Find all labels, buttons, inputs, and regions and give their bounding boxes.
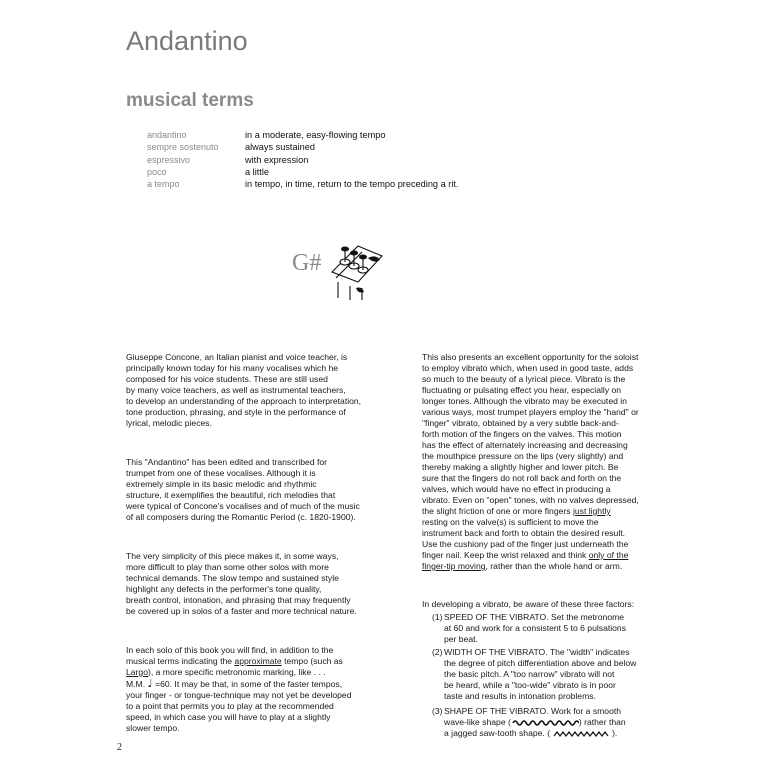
intro-paragraph xyxy=(126,352,361,429)
text-line: SPEED OF THE VIBRATO. Set the metronome xyxy=(444,612,625,622)
simplicity-paragraph xyxy=(126,551,357,617)
term-name: espressivo xyxy=(147,154,191,165)
vibrato-paragraph xyxy=(422,352,639,572)
term-row xyxy=(147,166,567,178)
note-name: G# xyxy=(292,250,322,276)
text-line: has the effect of alternately increasing and decreasing xyxy=(422,440,628,450)
text-line: lyrical, melodic pieces. xyxy=(126,418,212,428)
text-line: fluctuating or pulsating effect you hear, especially on xyxy=(422,385,622,395)
term-row xyxy=(147,141,567,153)
text-line: extremely simple in its basic melodic and rhythmic xyxy=(126,479,317,489)
text-line: your finger - or tongue-technique may not yet be developed xyxy=(126,690,352,700)
text-line: the slight friction of one or more fingers just lightly xyxy=(422,506,611,516)
text-line: "finger" vibrato, obtained by a very subtle back-and- xyxy=(422,418,619,428)
term-definition: always sustained xyxy=(245,142,315,153)
text-line: SHAPE OF THE VIBRATO. Work for a smooth xyxy=(444,706,622,716)
tempo-paragraph xyxy=(126,645,352,734)
musical-terms-list xyxy=(147,129,567,190)
text-line: the basic pitch. A "too narrow" vibrato will not xyxy=(444,669,615,679)
text-line: tone production, phrasing, and style in the performance of xyxy=(126,407,346,417)
text-line: sure that the fingers do not roll back and forth on the xyxy=(422,473,622,483)
sawtooth-wave-icon xyxy=(550,730,612,738)
underlined-word: Largo xyxy=(126,667,148,677)
text-line: taste and results in intonation problems. xyxy=(444,691,596,701)
factor-number: (3) xyxy=(432,706,443,716)
text-line: finger nail. Keep the wrist relaxed and think only of the xyxy=(422,550,629,560)
text-line: speed, in which case you will have to play at a slightly xyxy=(126,712,331,722)
text-line: to employ vibrato which, when used in good taste, adds xyxy=(422,363,634,373)
text-line: instrument back and forth to obtain the desired result. xyxy=(422,528,626,538)
text-line: slower tempo. xyxy=(126,723,180,733)
quarter-note-icon: ♩ xyxy=(147,677,153,690)
text-line: thereby making a slightly higher and lower pitch. Be xyxy=(422,462,619,472)
smooth-wave-icon xyxy=(511,719,579,727)
text-line: WIDTH OF THE VIBRATO. The "width" indicates xyxy=(444,647,630,657)
term-row xyxy=(147,178,567,190)
text-line: In each solo of this book you will find, in addition to the xyxy=(126,645,334,655)
trumpet-valves-illustration xyxy=(328,238,386,302)
factors-intro: In developing a vibrato, be aware of these three factors: xyxy=(422,599,635,609)
term-definition: a little xyxy=(245,166,270,177)
page-number: 2 xyxy=(117,742,122,753)
text-line: breath control, intonation, and phrasing that may frequently xyxy=(126,595,351,605)
text-line: This also presents an excellent opportunity for the soloist xyxy=(422,352,639,362)
text-line: composed for his voice students. These are still used xyxy=(126,374,328,384)
term-name: sempre sostenuto xyxy=(147,142,219,153)
text-line: Largo), a more specific metronomic marking, like . . . xyxy=(126,667,326,677)
text-line: resting on the valve(s) is sufficient to move the xyxy=(422,517,599,527)
underlined-word: approximate xyxy=(234,656,282,666)
text-line: to a point that permits you to play at the recommended xyxy=(126,701,334,711)
text-line: were typical of Concone's vocalises and of much of the music xyxy=(126,501,360,511)
page-title: Andantino xyxy=(126,26,248,56)
text-line: Use the cushiony pad of the finger just underneath the xyxy=(422,539,629,549)
term-name: a tempo xyxy=(147,179,180,190)
andantino-paragraph xyxy=(126,457,360,523)
term-definition: in a moderate, easy-flowing tempo xyxy=(245,130,386,140)
text-line: the degree of pitch differentiation above and below xyxy=(444,658,637,668)
underlined-word: only of the xyxy=(588,550,629,560)
text-line: be covered up in solos of a faster and more technical nature. xyxy=(126,606,357,616)
text-line: of all composers during the Romantic Period (c. 1820-1900). xyxy=(126,512,356,522)
factor-number: (2) xyxy=(432,647,443,657)
text-line: The very simplicity of this piece makes it, in some ways, xyxy=(126,551,339,561)
text-line: M.M. ♩ =60. It may be that, in some of the faster tempos, xyxy=(126,677,343,690)
term-name: andantino xyxy=(147,130,187,140)
text-line: various ways, most trumpet players employ the "hand" or xyxy=(422,407,639,417)
text-line: be heard, while a "too-wide" vibrato is in poor xyxy=(444,680,616,690)
text-line: Giuseppe Concone, an Italian pianist and voice teacher, is xyxy=(126,352,348,362)
text-line: wave-like shape ( ) rather than xyxy=(444,717,626,727)
term-row xyxy=(147,154,567,166)
text-line: at 60 and work for a consistent 5 to 6 pulsations xyxy=(444,623,627,633)
text-line: to develop an understanding of the approach to interpretation, xyxy=(126,396,362,406)
text-line: highlight any defects in the performer's tone quality, xyxy=(126,584,322,594)
text-line: so much to the beauty of a lyrical piece. Vibrato is the xyxy=(422,374,626,384)
text-line: trumpet from one of these vocalises. Although it is xyxy=(126,468,316,478)
text-line: valves, which would have no effect in producing a xyxy=(422,484,611,494)
term-name: poco xyxy=(147,166,167,177)
text-line: longer tones. Although the vibrato may be executed in xyxy=(422,396,627,406)
term-definition: in tempo, in time, return to the tempo preceding a rit. xyxy=(245,179,459,190)
text-line: technical demands. The slow tempo and sustained style xyxy=(126,573,339,583)
factor-number: (1) xyxy=(432,612,443,622)
text-line: musical terms indicating the approximate tempo (such as xyxy=(126,656,343,666)
text-line: by many voice teachers, as well as instrumental teachers, xyxy=(126,385,346,395)
text-line: vibrato. Even on "open" tones, with no valves depressed, xyxy=(422,495,639,505)
text-line: per beat. xyxy=(444,634,478,644)
term-row xyxy=(147,129,567,141)
underlined-word: finger-tip moving xyxy=(422,561,486,571)
text-line: forth motion of the fingers on the valves. This motion xyxy=(422,429,622,439)
fingering-diagram xyxy=(288,238,388,302)
text-line: the mouthpice pressure on the lips (very slightly) and xyxy=(422,451,624,461)
section-heading: musical terms xyxy=(126,90,254,111)
underlined-word: just lightly xyxy=(572,506,611,516)
text-line: structure, it exemplifies the beautiful, rich melodies that xyxy=(126,490,336,500)
text-line: principally known today for his many vocalises which he xyxy=(126,363,339,373)
text-line: a jagged saw-tooth shape. ( ). xyxy=(444,728,618,738)
text-line: more difficult to play than some other solos with more xyxy=(126,562,329,572)
text-line: finger-tip moving, rather than the whole hand or arm. xyxy=(422,561,623,571)
term-definition: with expression xyxy=(245,154,309,165)
text-line: This "Andantino" has been edited and transcribed for xyxy=(126,457,328,467)
